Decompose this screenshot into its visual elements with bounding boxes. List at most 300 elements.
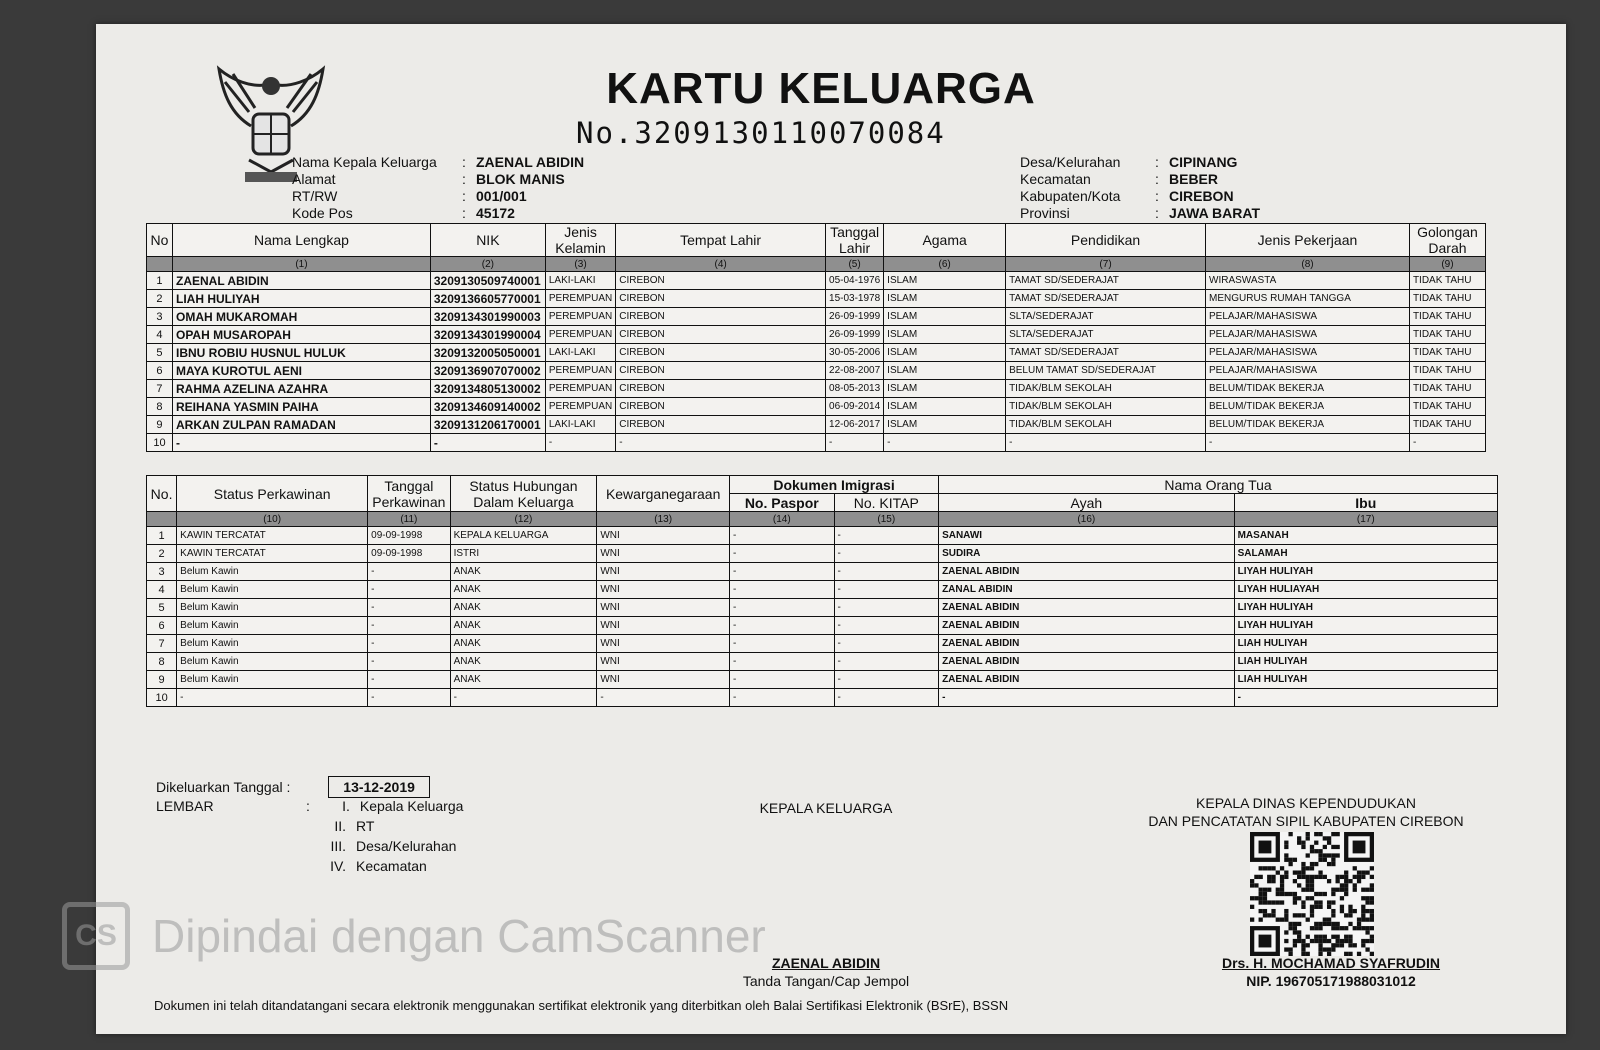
t1-cell: BELUM/TIDAK BEKERJA <box>1206 380 1410 398</box>
t2-cell: ANAK <box>450 599 597 617</box>
header_right-row: Provinsi : JAWA BARAT <box>1020 205 1260 221</box>
t2-cell: - <box>450 689 597 707</box>
t2-cell: 5 <box>147 599 177 617</box>
header_left-row: Kode Pos : 45172 <box>292 205 515 221</box>
t1-cell: PEREMPUAN <box>545 380 615 398</box>
col-ibu: Ibu <box>1234 494 1497 512</box>
issued-label: Dikeluarkan Tanggal <box>156 779 283 795</box>
table-row <box>147 416 1486 434</box>
t2-cell: - <box>730 599 835 617</box>
header_left-row: Alamat : BLOK MANIS <box>292 171 565 187</box>
t1-index: (8) <box>1206 257 1410 272</box>
t2-index: (10) <box>177 512 368 527</box>
t2-cell: - <box>368 599 450 617</box>
header_left-label: Nama Kepala Keluarga <box>292 154 437 170</box>
t1-cell: 3209132005050001 <box>430 344 545 362</box>
t2-cell: 7 <box>147 635 177 653</box>
header_left-label: Kode Pos <box>292 205 353 221</box>
official-name: Drs. H. MOCHAMAD SYAFRUDIN <box>1221 955 1441 971</box>
table-row <box>147 653 1498 671</box>
t2-cell: SANAWI <box>939 527 1235 545</box>
official-nip: NIP. 196705171988031012 <box>1246 973 1416 989</box>
t1-index <box>147 257 173 272</box>
t1-cell: TIDAK TAHU <box>1409 362 1485 380</box>
table-row <box>147 398 1486 416</box>
t1-header: Jenis Pekerjaan <box>1206 224 1410 257</box>
t1-cell: CIREBON <box>616 326 826 344</box>
t2-index: (13) <box>597 512 730 527</box>
col-nama-orang-tua: Nama Orang Tua <box>939 476 1498 494</box>
t1-cell: LAKI-LAKI <box>545 416 615 434</box>
t2-cell: - <box>834 581 939 599</box>
header_right-row: Kabupaten/Kota : CIREBON <box>1020 188 1234 204</box>
t2-cell: SALAMAH <box>1234 545 1497 563</box>
t2-cell: 10 <box>147 689 177 707</box>
t2-cell: LIYAH HULIYAH <box>1234 617 1497 635</box>
t2-cell: Belum Kawin <box>177 617 368 635</box>
t1-cell: 7 <box>147 380 173 398</box>
t1-cell: ISLAM <box>884 380 1006 398</box>
t2-cell: KEPALA KELUARGA <box>450 527 597 545</box>
t1-cell: OMAH MUKAROMAH <box>172 308 430 326</box>
col-status-perkawinan: Status Perkawinan <box>177 476 368 512</box>
t2-cell: - <box>177 689 368 707</box>
t1-cell: - <box>1409 434 1485 452</box>
t2-cell: WNI <box>597 671 730 689</box>
t2-cell: ANAK <box>450 635 597 653</box>
kk-name: ZAENAL ABIDIN <box>771 955 881 971</box>
header_right-row: Kecamatan : BEBER <box>1020 171 1219 187</box>
table-row <box>147 344 1486 362</box>
t1-cell: - <box>545 434 615 452</box>
lembar-list <box>156 796 463 876</box>
t1-cell: REIHANA YASMIN PAIHA <box>172 398 430 416</box>
t2-cell: ZAENAL ABIDIN <box>939 617 1235 635</box>
col-tanggal-perkawinan: Tanggal Perkawinan <box>368 476 450 512</box>
t2-cell: - <box>730 689 835 707</box>
t1-cell: TAMAT SD/SEDERAJAT <box>1006 290 1206 308</box>
t1-cell: SLTA/SEDERAJAT <box>1006 326 1206 344</box>
t1-header: Jenis Kelamin <box>545 224 615 257</box>
t1-header: NIK <box>430 224 545 257</box>
t2-cell: ZAENAL ABIDIN <box>939 563 1235 581</box>
t2-cell: WNI <box>597 599 730 617</box>
t2-cell: - <box>834 635 939 653</box>
disclaimer: Dokumen ini telah ditandatangani secara elektronik menggunakan sertifikat elektronik yang diterbitkan oleh Balai Sertifikasi Elektronik (BSrE), BSSN <box>154 998 1009 1013</box>
t1-cell: ISLAM <box>884 308 1006 326</box>
t2-cell: Belum Kawin <box>177 563 368 581</box>
header_right-label: Provinsi <box>1020 205 1070 221</box>
t2-cell: 09-09-1998 <box>368 545 450 563</box>
t1-cell: 15-03-1978 <box>826 290 884 308</box>
table-row <box>147 545 1498 563</box>
t2-cell: WNI <box>597 563 730 581</box>
t1-cell: 8 <box>147 398 173 416</box>
t1-cell: 3209134301990004 <box>430 326 545 344</box>
t2-index: (16) <box>939 512 1235 527</box>
t1-index: (4) <box>616 257 826 272</box>
t1-cell: 3 <box>147 308 173 326</box>
t1-cell: TAMAT SD/SEDERAJAT <box>1006 272 1206 290</box>
t2-cell: - <box>834 599 939 617</box>
family-status-table <box>146 475 1498 707</box>
t1-cell: TIDAK TAHU <box>1409 380 1485 398</box>
t1-cell: LAKI-LAKI <box>545 272 615 290</box>
t2-cell: - <box>730 653 835 671</box>
header_right-label: Kabupaten/Kota <box>1020 188 1121 204</box>
t1-cell: 3209130509740001 <box>430 272 545 290</box>
t1-cell: ISLAM <box>884 326 1006 344</box>
t1-header: Tanggal Lahir <box>826 224 884 257</box>
t1-cell: 05-04-1976 <box>826 272 884 290</box>
t1-cell: 30-05-2006 <box>826 344 884 362</box>
family-members-table <box>146 223 1486 452</box>
table-row <box>147 671 1498 689</box>
lembar-label: LEMBAR <box>156 798 214 814</box>
t2-cell: 4 <box>147 581 177 599</box>
t2-cell: - <box>730 527 835 545</box>
t1-header: Agama <box>884 224 1006 257</box>
kk-sign-title: KEPALA KELUARGA <box>759 800 893 816</box>
t1-cell: PEREMPUAN <box>545 308 615 326</box>
t1-cell: ISLAM <box>884 398 1006 416</box>
t1-cell: PEREMPUAN <box>545 362 615 380</box>
t1-cell: ISLAM <box>884 416 1006 434</box>
header_left-label: Alamat <box>292 171 336 187</box>
t2-cell: LIAH HULIYAH <box>1234 635 1497 653</box>
official-block <box>1176 954 1486 990</box>
lembar-item: II. RT <box>334 818 375 834</box>
t1-cell: TIDAK TAHU <box>1409 308 1485 326</box>
header_left-value: 45172 <box>476 205 515 221</box>
t2-cell: - <box>834 671 939 689</box>
t2-cell: ZAENAL ABIDIN <box>939 653 1235 671</box>
watermark-text: Dipindai dengan CamScanner <box>152 910 766 962</box>
t1-cell: PELAJAR/MAHASISWA <box>1206 326 1410 344</box>
t2-cell: Belum Kawin <box>177 671 368 689</box>
t1-cell: TIDAK/BLM SEKOLAH <box>1006 398 1206 416</box>
header_left-value: BLOK MANIS <box>476 171 565 187</box>
t2-cell: ZAENAL ABIDIN <box>939 635 1235 653</box>
t2-index <box>147 512 177 527</box>
t1-header: Pendidikan <box>1006 224 1206 257</box>
t1-cell: RAHMA AZELINA AZAHRA <box>172 380 430 398</box>
t1-cell: CIREBON <box>616 380 826 398</box>
t2-cell: LIAH HULIYAH <box>1234 653 1497 671</box>
lembar-item: IV. Kecamatan <box>330 858 427 874</box>
t2-cell: MASANAH <box>1234 527 1497 545</box>
header_right-label: Desa/Kelurahan <box>1020 154 1121 170</box>
t2-cell: - <box>730 617 835 635</box>
t1-cell: BELUM/TIDAK BEKERJA <box>1206 416 1410 434</box>
header_right-value: JAWA BARAT <box>1169 205 1260 221</box>
t1-cell: BELUM/TIDAK BEKERJA <box>1206 398 1410 416</box>
t2-cell: SUDIRA <box>939 545 1235 563</box>
t2-cell: LIAH HULIYAH <box>1234 671 1497 689</box>
t2-cell: WNI <box>597 581 730 599</box>
t2-index: (12) <box>450 512 597 527</box>
t2-cell: 6 <box>147 617 177 635</box>
t2-cell: - <box>730 545 835 563</box>
t1-cell: - <box>430 434 545 452</box>
t2-index-row <box>147 512 1498 527</box>
t2-cell: - <box>368 635 450 653</box>
t1-cell: TIDAK TAHU <box>1409 290 1485 308</box>
t1-cell: PELAJAR/MAHASISWA <box>1206 362 1410 380</box>
header_right-value: CIPINANG <box>1169 154 1238 170</box>
t2-cell: - <box>730 563 835 581</box>
t1-cell: ARKAN ZULPAN RAMADAN <box>172 416 430 434</box>
t1-cell: ISLAM <box>884 362 1006 380</box>
header_right-value: BEBER <box>1169 171 1219 187</box>
table-row <box>147 380 1486 398</box>
kk-caption: Tanda Tangan/Cap Jempol <box>742 973 910 989</box>
t2-cell: WNI <box>597 617 730 635</box>
col-kewarganegaraan: Kewarganegaraan <box>597 476 730 512</box>
t1-cell: 26-09-1999 <box>826 326 884 344</box>
t1-index: (7) <box>1006 257 1206 272</box>
t1-cell: - <box>1206 434 1410 452</box>
t2-cell: KAWIN TERCATAT <box>177 545 368 563</box>
t1-index: (2) <box>430 257 545 272</box>
t1-header: Tempat Lahir <box>616 224 826 257</box>
t2-cell: WNI <box>597 635 730 653</box>
table-row <box>147 581 1498 599</box>
table-row <box>147 308 1486 326</box>
t1-index: (3) <box>545 257 615 272</box>
t2-index: (11) <box>368 512 450 527</box>
t2-cell: - <box>834 545 939 563</box>
t1-index: (9) <box>1409 257 1485 272</box>
t2-cell: - <box>730 581 835 599</box>
t1-cell: 08-05-2013 <box>826 380 884 398</box>
t1-cell: 3209134609140002 <box>430 398 545 416</box>
t2-cell: ZAENAL ABIDIN <box>939 599 1235 617</box>
t1-index: (1) <box>172 257 430 272</box>
t1-cell: 12-06-2017 <box>826 416 884 434</box>
t1-cell: 26-09-1999 <box>826 308 884 326</box>
t2-cell: - <box>368 581 450 599</box>
t2-cell: 3 <box>147 563 177 581</box>
t2-cell: ANAK <box>450 653 597 671</box>
col-dokumen-imigrasi: Dokumen Imigrasi <box>730 476 939 494</box>
document-page <box>96 24 1566 1034</box>
t2-cell: - <box>834 653 939 671</box>
t1-cell: 10 <box>147 434 173 452</box>
t1-cell: TIDAK/BLM SEKOLAH <box>1006 416 1206 434</box>
table-row <box>147 563 1498 581</box>
camscanner-logo-icon: CS <box>62 902 130 970</box>
table-row <box>147 290 1486 308</box>
table-row <box>147 689 1498 707</box>
header-right <box>1020 154 1260 222</box>
t1-cell: TIDAK TAHU <box>1409 398 1485 416</box>
t2-cell: 8 <box>147 653 177 671</box>
t2-cell: LIYAH HULIYAH <box>1234 599 1497 617</box>
header_left-value: 001/001 <box>476 188 527 204</box>
t1-cell: TIDAK TAHU <box>1409 344 1485 362</box>
t1-cell: 06-09-2014 <box>826 398 884 416</box>
t2-index: (15) <box>834 512 939 527</box>
t1-cell: ZAENAL ABIDIN <box>172 272 430 290</box>
t2-cell: - <box>597 689 730 707</box>
t1-cell: TIDAK TAHU <box>1409 326 1485 344</box>
t1-cell: - <box>1006 434 1206 452</box>
t1-cell: 22-08-2007 <box>826 362 884 380</box>
t2-cell: Belum Kawin <box>177 599 368 617</box>
t2-cell: 09-09-1998 <box>368 527 450 545</box>
t2-cell: ZAENAL ABIDIN <box>939 671 1235 689</box>
t2-cell: ANAK <box>450 617 597 635</box>
t2-cell: - <box>834 689 939 707</box>
t1-cell: - <box>172 434 430 452</box>
camscanner-watermark <box>62 902 766 970</box>
col-no: No. <box>147 476 177 512</box>
issued-date-line: Dikeluarkan Tanggal : 13-12-2019 <box>156 776 430 798</box>
t1-cell: BELUM TAMAT SD/SEDERAJAT <box>1006 362 1206 380</box>
header_right-row: Desa/Kelurahan : CIPINANG <box>1020 154 1238 170</box>
t1-cell: PEREMPUAN <box>545 290 615 308</box>
dinas-line-1: KEPALA DINAS KEPENDUDUKAN <box>1196 795 1416 811</box>
t2-cell: LIYAH HULIAYAH <box>1234 581 1497 599</box>
t1-cell: 2 <box>147 290 173 308</box>
t2-cell: ZANAL ABIDIN <box>939 581 1235 599</box>
t1-cell: 6 <box>147 362 173 380</box>
t1-cell: IBNU ROBIU HUSNUL HULUK <box>172 344 430 362</box>
t2-cell: - <box>730 671 835 689</box>
t2-cell: - <box>368 653 450 671</box>
t2-index: (17) <box>1234 512 1497 527</box>
t2-cell: - <box>834 563 939 581</box>
t1-cell: LAKI-LAKI <box>545 344 615 362</box>
header_left-label: RT/RW <box>292 188 338 204</box>
t1-cell: 9 <box>147 416 173 434</box>
t1-cell: ISLAM <box>884 272 1006 290</box>
t2-cell: WNI <box>597 545 730 563</box>
t1-cell: - <box>884 434 1006 452</box>
document-title: KARTU KELUARGA <box>606 64 1036 113</box>
t2-cell: - <box>368 563 450 581</box>
t2-cell: KAWIN TERCATAT <box>177 527 368 545</box>
t1-cell: SLTA/SEDERAJAT <box>1006 308 1206 326</box>
t1-cell: CIREBON <box>616 416 826 434</box>
dinas-line-2: DAN PENCATATAN SIPIL KABUPATEN CIREBON <box>1148 813 1464 829</box>
header_left-value: ZAENAL ABIDIN <box>476 154 585 170</box>
header_right-value: CIREBON <box>1169 188 1234 204</box>
t1-header: Nama Lengkap <box>172 224 430 257</box>
col-status-hubungan: Status Hubungan Dalam Keluarga <box>450 476 597 512</box>
t1-index: (6) <box>884 257 1006 272</box>
header_left-row: Nama Kepala Keluarga : ZAENAL ABIDIN <box>292 154 585 170</box>
t2-cell: - <box>730 635 835 653</box>
dinas-title <box>1126 794 1486 830</box>
t2-cell: 2 <box>147 545 177 563</box>
table-row <box>147 362 1486 380</box>
t1-cell: CIREBON <box>616 344 826 362</box>
t2-cell: Belum Kawin <box>177 653 368 671</box>
header_right-label: Kecamatan <box>1020 171 1091 187</box>
t2-cell: LIYAH HULIYAH <box>1234 563 1497 581</box>
t1-cell: LIAH HULIYAH <box>172 290 430 308</box>
header-left <box>292 154 584 222</box>
t1-cell: 3209136605770001 <box>430 290 545 308</box>
t2-cell: WNI <box>597 527 730 545</box>
t2-cell: ANAK <box>450 581 597 599</box>
t1-cell: PEREMPUAN <box>545 398 615 416</box>
t2-cell: Belum Kawin <box>177 581 368 599</box>
t2-cell: - <box>1234 689 1497 707</box>
t2-cell: 1 <box>147 527 177 545</box>
t1-cell: ISLAM <box>884 290 1006 308</box>
table-row <box>147 599 1498 617</box>
table-row <box>147 527 1498 545</box>
t1-cell: 1 <box>147 272 173 290</box>
qr-code-icon <box>1250 832 1374 956</box>
t2-cell: WNI <box>597 653 730 671</box>
t1-cell: TAMAT SD/SEDERAJAT <box>1006 344 1206 362</box>
issued-date: 13-12-2019 <box>328 776 430 798</box>
t1-cell: CIREBON <box>616 308 826 326</box>
col-ayah: Ayah <box>939 494 1235 512</box>
t1-cell: - <box>616 434 826 452</box>
t2-cell: - <box>368 689 450 707</box>
t1-cell: 5 <box>147 344 173 362</box>
t1-cell: TIDAK TAHU <box>1409 416 1485 434</box>
t1-cell: TIDAK/BLM SEKOLAH <box>1006 380 1206 398</box>
t2-cell: - <box>834 617 939 635</box>
t2-cell: ANAK <box>450 671 597 689</box>
t1-cell: CIREBON <box>616 398 826 416</box>
t1-header: Golongan Darah <box>1409 224 1485 257</box>
t2-cell: Belum Kawin <box>177 635 368 653</box>
t1-cell: MENGURUS RUMAH TANGGA <box>1206 290 1410 308</box>
table-row <box>147 272 1486 290</box>
t1-cell: WIRASWASTA <box>1206 272 1410 290</box>
t1-cell: 3209134301990003 <box>430 308 545 326</box>
table-row <box>147 617 1498 635</box>
t1-cell: 3209134805130002 <box>430 380 545 398</box>
t1-cell: CIREBON <box>616 272 826 290</box>
t1-cell: PELAJAR/MAHASISWA <box>1206 344 1410 362</box>
t1-cell: CIREBON <box>616 290 826 308</box>
t1-header: No <box>147 224 173 257</box>
t2-cell: - <box>939 689 1235 707</box>
t1-cell: 3209131206170001 <box>430 416 545 434</box>
t1-cell: ISLAM <box>884 344 1006 362</box>
t1-cell: - <box>826 434 884 452</box>
t1-cell: PEREMPUAN <box>545 326 615 344</box>
lembar-item: III. Desa/Kelurahan <box>330 838 457 854</box>
t2-cell: - <box>834 527 939 545</box>
table-row <box>147 326 1486 344</box>
t2-cell: ISTRI <box>450 545 597 563</box>
t1-cell: OPAH MUSAROPAH <box>172 326 430 344</box>
header_left-row: RT/RW : 001/001 <box>292 188 527 204</box>
t1-cell: 4 <box>147 326 173 344</box>
t2-cell: 9 <box>147 671 177 689</box>
t1-index: (5) <box>826 257 884 272</box>
t2-cell: ANAK <box>450 563 597 581</box>
col-no-kitap: No. KITAP <box>834 494 939 512</box>
col-no-paspor: No. Paspor <box>730 494 835 512</box>
kk-number: No.3209130110070084 <box>576 116 946 150</box>
table-row <box>147 635 1498 653</box>
t2-cell: - <box>368 671 450 689</box>
lembar-item: : I. Kepala Keluarga <box>306 798 464 814</box>
t1-cell: PELAJAR/MAHASISWA <box>1206 308 1410 326</box>
t1-cell: MAYA KUROTUL AENI <box>172 362 430 380</box>
t1-cell: 3209136907070002 <box>430 362 545 380</box>
